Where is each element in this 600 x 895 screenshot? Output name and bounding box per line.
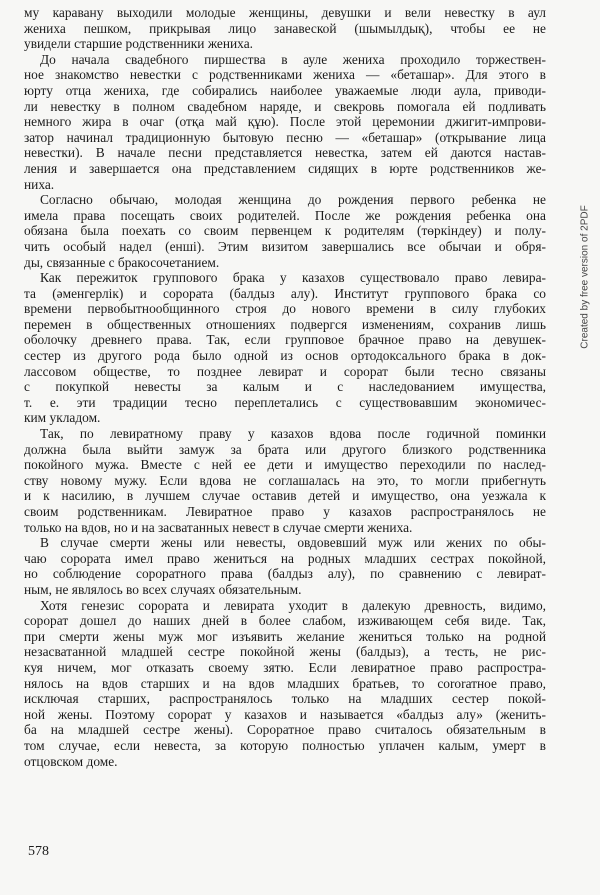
text-line: покойного мужа. Вместе с ней ее дети и имущество переходили по наслед- (24, 457, 546, 473)
page-number: 578 (28, 844, 49, 859)
text-line: сестер из другого рода было одной из основ ортодоксального брака в док- (24, 348, 546, 364)
text-line: лассовом обществе, то позднее левират и сорорат были тесно связаны (24, 363, 546, 379)
watermark (577, 192, 593, 362)
text-line: времени первобытнообщинного строя до нового времени в силу глубоких (24, 301, 546, 317)
text-line: куя ничем, мог отказать своему зятю. Если левиратное право распростра- (24, 659, 546, 675)
text-line: жениха пешком, прикрывая лицо занавеской (шымылдық), чтобы ее не (24, 20, 546, 36)
text-line: ниха. (24, 176, 55, 192)
body-text (24, 5, 546, 769)
text-line: ления и завершается она представлением сидящих в юрте родственников же- (24, 160, 546, 176)
text-line: юрту отца жениха, где собирались наиболее уважаемые люди аула, приводи- (24, 82, 546, 98)
text-line: ной жены. Поэтому сорорат у казахов и называется «балдыз алу» (женить- (24, 706, 546, 722)
watermark-text: Created by free version of 2PDF (579, 205, 591, 349)
text-line: отцовском доме. (24, 753, 118, 769)
text-line: обязана была поехать со своим первенцем к родителям (төркіндеу) и полу- (24, 223, 546, 239)
text-line: Как пережиток группового брака у казахов существовало право левира- (40, 270, 546, 286)
text-line: т. е. эти традиции тесно переплетались с существовавшим экономичес- (24, 394, 546, 410)
text-line: Согласно обычаю, молодая женщина до рождения первого ребенка не (40, 192, 546, 208)
text-line: только на вдов, но и на засватанных невест в случае смерти жениха. (24, 519, 413, 535)
text-line: оболочку древнего права. Так, если групповое брачное право на девушек- (24, 332, 546, 348)
text-line: му каравану выходили молодые женщины, девушки и вели невестку в аул (24, 5, 546, 20)
text-line: та (әменгерлік) и сорората (балдыз алу). Институт группового брака со (24, 285, 546, 301)
text-line: незасватанной младшей сестре покойной жены (балдыз), а тесть, не рис- (24, 644, 546, 660)
text-line: увидели старшие родственники жениха. (24, 36, 253, 52)
text-line: Хотя генезис сорората и левирата уходит в далекую древность, видимо, (40, 597, 546, 613)
text-line: имела права посещать своих родителей. После же рождения ребенка она (24, 207, 546, 223)
text-line: ли невестку в полном свадебном наряде, и свекровь помогала ей подливать (24, 98, 546, 114)
text-line: чить особый надел (еншi). Этим визитом завершались все обычаи и обря- (24, 238, 546, 254)
text-line: немного жира в очаг (отқа май құю). После этой церемонии джигит-импрови- (24, 114, 546, 130)
text-line: перемен в общественных отношениях подвергся изменениям, сохранив лишь (24, 316, 546, 332)
text-line: при смерти жены муж мог изъявить желание жениться только на родной (24, 628, 546, 644)
text-line: сорорат дошел до наших дней в более слабом, изживающем себя виде. Так, (24, 613, 546, 629)
text-line: Так, по левиратному праву у казахов вдова после годичной поминки (40, 426, 546, 442)
text-line: своим родственникам. Левиратное право у казахов распространялось не (24, 504, 546, 519)
text-line: ким укладом. (24, 410, 101, 426)
text-line: ба на младшей сестре жены). Сороратное право считалось обязательным в (24, 722, 546, 738)
text-line: но соблюдение сороратного права (балдыз алу), по сравнению с левират- (24, 566, 546, 582)
text-line: нялось на вдов старших и на вдов младших братьев, то сororатное право, (24, 675, 546, 691)
text-line: До начала свадебного пиршества в ауле жениха проходило торжествен- (40, 51, 546, 67)
text-line: ству новому мужу. Если вдова не соглашалась на это, то могли прибегнуть (24, 472, 546, 488)
text-line: ным, не являлось во всех случаях обязательным. (24, 581, 302, 597)
text-line: должна была выйти замуж за брата или другого близкого родственника (24, 441, 546, 457)
text-line: и к насилию, в лучшем случае оставив детей и имущество, она уезжала к (24, 488, 546, 504)
text-line: исключая старших, распространялось только на младших сестер покой- (24, 691, 546, 707)
text-line: В случае смерти жены или невесты, овдовевший муж или жених по обы- (40, 535, 546, 551)
text-line: невестки). В начале песни представляется невестка, затем ей даются настав- (24, 145, 546, 161)
text-line: ное знакомство невестки с родственниками жениха — «беташар». Для этого в (24, 67, 546, 83)
text-line: чаю сорората имел право жениться на родных младших сестрах покойной, (24, 550, 546, 566)
text-line: том случае, если невеста, за которую полностью уплачен калым, умерт в (24, 737, 546, 753)
text-line: с покупкой невесты за калым и с наследованием имущества, (24, 379, 546, 395)
text-line: затор начинал традиционную бытовую песню — «беташар» (открывание лица (24, 129, 546, 145)
text-line: ды, связанные с бракосочетанием. (24, 254, 220, 270)
